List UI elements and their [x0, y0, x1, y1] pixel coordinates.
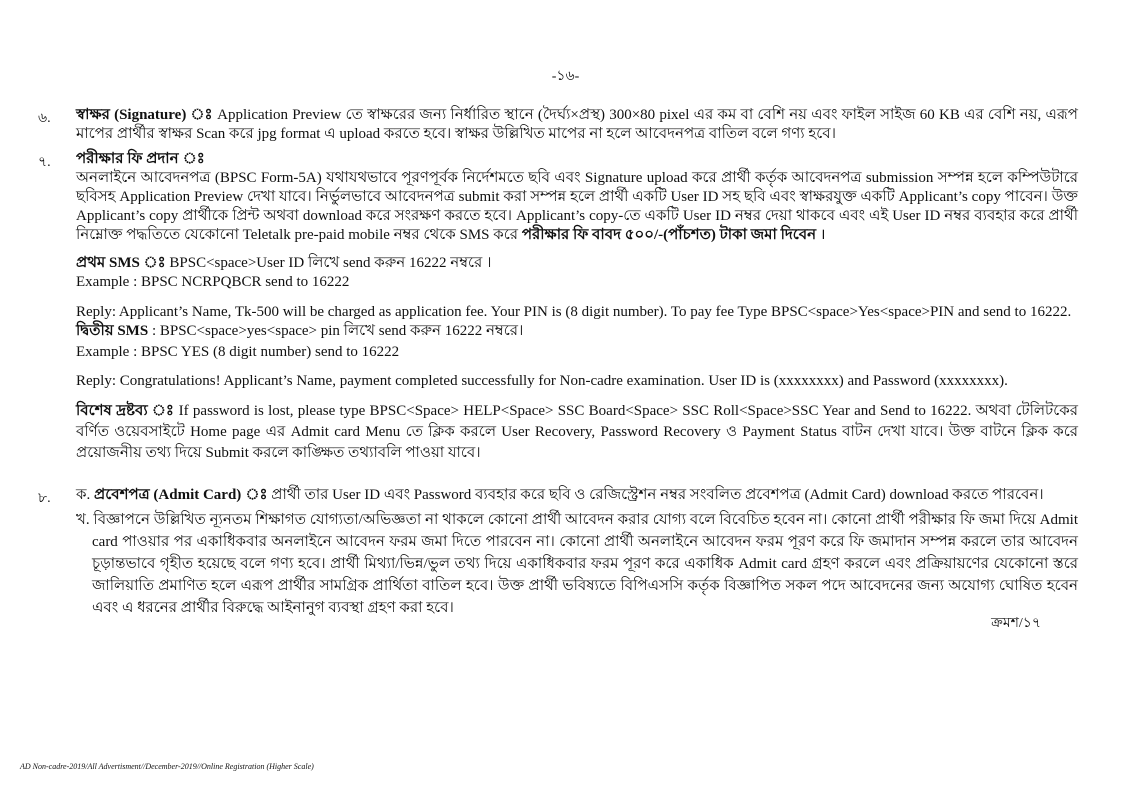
footer-reference: AD Non-cadre-2019/All Advertisment//December-2019//Online Registration (Higher Scale): [20, 762, 314, 771]
second-sms-label: দ্বিতীয় SMS: [76, 323, 149, 339]
special-note: [76, 401, 1078, 464]
second-sms-example: Example : BPSC YES (8 digit number) send to 16222: [76, 344, 400, 360]
section-number: ৬.: [38, 111, 51, 126]
second-reply: Reply: Congratulations! Applicant’s Name, payment completed successfully for Non-cadre examination. User ID is (xxxxxxxx) and Password (xxxxxxxx).: [76, 373, 1008, 389]
admit-card-line: ক. প্রবেশপত্র (Admit Card) ঃ প্রার্থী তার User ID এবং Password ব্যবহার করে ছবি ও রেজিস্ট্রেশন নম্বর সংবলিত প্রবেশপত্র (Admit Card) download করতে পারবেন।: [76, 487, 1044, 503]
admit-card-heading: প্রবেশপত্র (Admit Card) ঃ: [94, 487, 268, 503]
fee-heading-line: [76, 150, 1078, 169]
signature-heading: স্বাক্ষর (Signature) ঃ: [76, 107, 213, 123]
admit-card-text: প্রার্থী তার User ID এবং Password ব্যবহার করে ছবি ও রেজিস্ট্রেশন নম্বর সংবলিত প্রবেশপত্র (Admit Card) download করতে পারবেন।: [267, 487, 1044, 503]
page-number: -১৬-: [551, 69, 580, 84]
first-sms-label: প্রথম SMS ঃ: [76, 255, 166, 271]
section-8: [38, 486, 1078, 619]
second-sms-text: : BPSC<space>yes<space> pin লিখে send করুন 16222 নম্বরে।: [148, 323, 524, 339]
signature-paragraph: [76, 106, 1078, 144]
section-7: [38, 150, 1078, 464]
first-sms-line: [76, 254, 1078, 273]
second-sms-line: [76, 322, 1078, 341]
special-note-text: If password is lost, please type BPSC<Space> HELP<Space> SSC Board<Space> SSC Roll<Space>SSC Year and Send to 16222. অথবা টেলিটকের বর্ণিত ওয়েবসাইটে Home page এর Admit card Menu তে ক্লিক করলে User Recovery, Password Recovery ও Payment Status বাটন দেখা যাবে। উক্ত বাটনে ক্লিক করে প্রয়োজনীয় তথ্য দিয়ে Submit করলে কাঙ্ক্ষিত তথ্যাবলি পাওয়া যাবে।: [76, 403, 1078, 461]
fee-amount-text: পরীক্ষার ফি বাবদ ৫০০/-(পাঁচশত) টাকা জমা দিবেন: [521, 227, 817, 243]
special-note-label: বিশেষ দ্রষ্টব্য ঃ: [76, 403, 175, 419]
first-reply: Reply: Applicant’s Name, Tk-500 will be charged as application fee. Your PIN is (8 digit number). To pay fee Type BPSC<space>Yes<space>PIN and send to 16222.: [76, 304, 1072, 320]
fee-paragraph: অনলাইনে আবেদনপত্র (BPSC Form-5A) যথাযথভাবে পূরণপূর্বক নির্দেশমতে ছবি এবং Signature upload করে প্রার্থী কর্তৃক আবেদনপত্র submission সম্পন্ন হলে কম্পিউটারে ছবিসহ Application Preview দেখা যাবে। নির্ভুলভাবে আবেদনপত্র submit করা সম্পন্ন হলে প্রার্থী একটি User ID সহ ছবি এবং স্বাক্ষরযুক্ত একটি Applicant’s copy পাবেন। উক্ত Applicant’s copy প্রার্থীকে প্রিন্ট অথবা download করে সংরক্ষণ করতে হবে। Applicant’s copy-তে একটি User ID নম্বর দেয়া থাকবে এবং এই User ID নম্বর ব্যবহার করে প্রার্থী নিম্নোক্ত পদ্ধতিতে যেকোনো Teletalk pre-paid mobile নম্বর থেকে SMS করে পরীক্ষার ফি বাবদ ৫০০/-(পাঁচশত) টাকা জমা দিবেন ।: [76, 170, 1078, 243]
first-sms-text: BPSC<space>User ID লিখে send করুন 16222 নম্বরে ।: [165, 255, 492, 271]
section-number: ৮.: [38, 491, 51, 506]
continued-marker: ক্রমশ/১৭: [991, 616, 1041, 631]
first-sms-example: Example : BPSC NCRPQBCR send to 16222: [76, 274, 350, 290]
eligibility-paragraph: খ. বিজ্ঞাপনে উল্লিখিত ন্যূনতম শিক্ষাগত যোগ্যতা/অভিজ্ঞতা না থাকলে কোনো প্রার্থী আবেদন করার যোগ্য বলে বিবেচিত হবেন না। কোনো প্রার্থী পরীক্ষার ফি জমা দিয়ে Admit card পাওয়ার পর একাধিকবার অনলাইনে আবেদন ফরম জমা দিতে পারবেন না। কোনো প্রার্থী অনলাইনে আবেদন ফরম পূরণ করে ফি জমাদান সম্পন্ন করলে তার আবেদন চূড়ান্তভাবে গৃহীত হয়েছে বলে গণ্য হবে। প্রার্থী মিথ্যা/ভিন্ন/ভুল তথ্য দিয়ে একাধিকবার ফরম পূরণ করে একাধিক Admit card গ্রহণ করলে এবং প্রক্রিয়ায়ণের যেকোনো স্তরে জালিয়াতি প্রমাণিত হলে এরূপ প্রার্থীর সামগ্রিক প্রার্থিতা বাতিল হবে। উক্ত প্রার্থী ভবিষ্যতে বিপিএসসি কর্তৃক বিজ্ঞাপিত সকল পদে আবেদনের জন্য অযোগ্য ঘোষিত হবেন এবং এ ধরনের প্রার্থীর বিরুদ্ধে আইনানুগ ব্যবস্থা গ্রহণ করা হবে।: [76, 512, 1078, 616]
section-number: ৭.: [38, 155, 51, 170]
fee-heading: পরীক্ষার ফি প্রদান ঃ: [76, 151, 205, 167]
signature-text: Application Preview তে স্বাক্ষরের জন্য নির্ধারিত স্থানে (দৈর্ঘ্য×প্রস্থ) 300×80 pixel এর কম বা বেশি নয় এবং ফাইল সাইজ 60 KB এর বেশি নয়, এরূপ মাপের প্রার্থীর স্বাক্ষর Scan করে jpg format এ upload করতে হবে। স্বাক্ষর উল্লিখিত মাপের না হলে আবেদনপত্র বাতিল বলে গণ্য হবে।: [76, 107, 1078, 142]
section-6: [38, 106, 1078, 144]
